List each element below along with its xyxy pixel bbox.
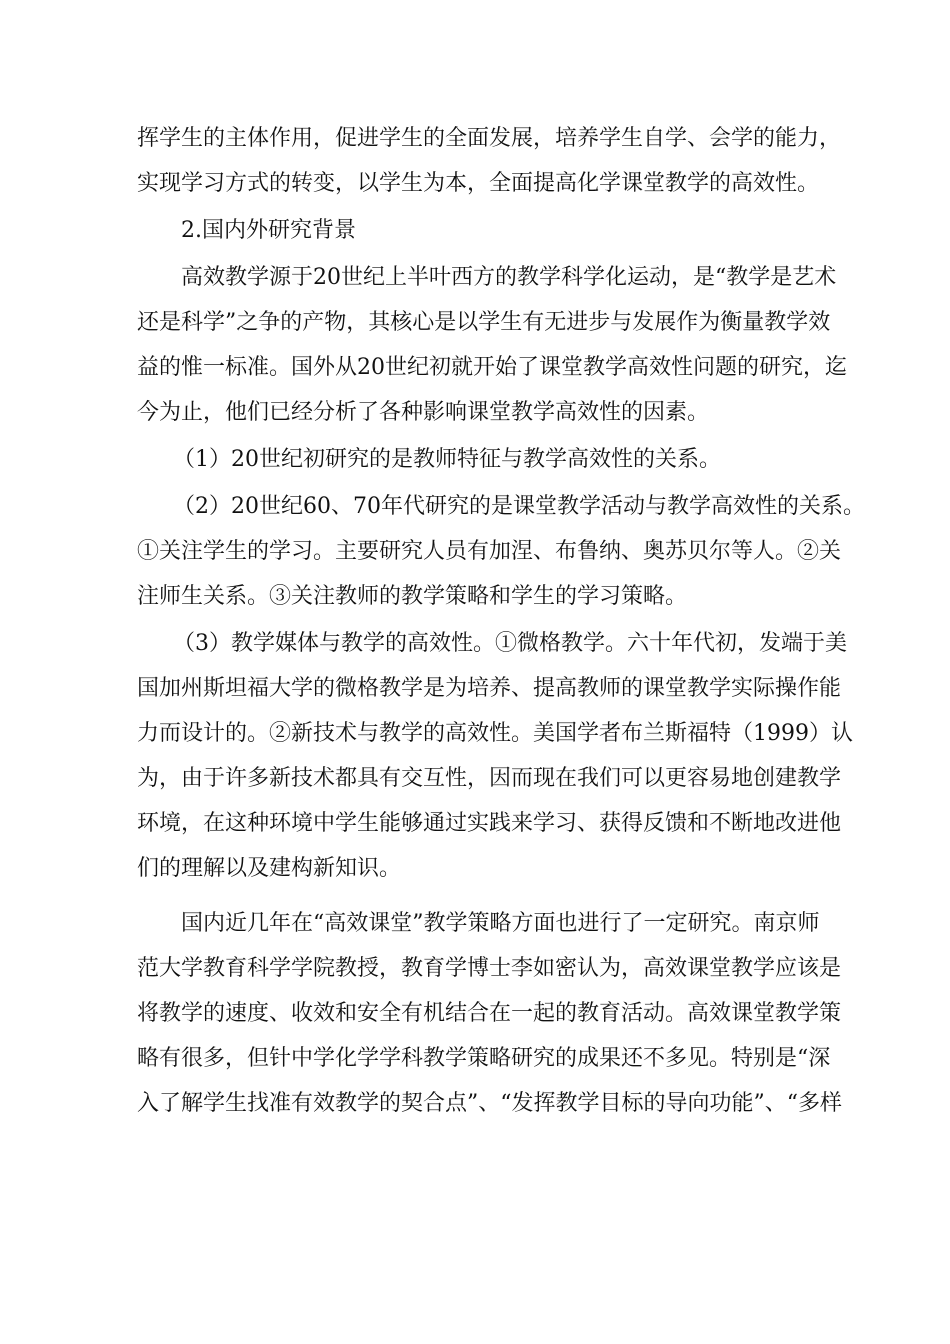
paragraph-line: 高效教学源于20世纪上半叶西方的教学科学化运动，是“教学是艺术	[181, 265, 837, 290]
paragraph-line: 实现学习方式的转变，以学生为本，全面提高化学课堂教学的高效性。	[137, 171, 820, 196]
paragraph-line: 国内近几年在“高效课堂”教学策略方面也进行了一定研究。南京师	[181, 911, 820, 936]
list-item-2: （2）20世纪60、70年代研究的是课堂教学活动与教学高效性的关系。	[173, 494, 865, 519]
document-body	[137, 116, 863, 1126]
paragraph-line: 还是科学”之争的产物，其核心是以学生有无进步与发展作为衡量教学效	[137, 310, 831, 335]
paragraph-line: 将教学的速度、收效和安全有机结合在一起的教育活动。高效课堂教学策	[137, 1001, 842, 1026]
paragraph-line: 挥学生的主体作用，促进学生的全面发展，培养学生自学、会学的能力，	[137, 126, 842, 151]
list-item-3: （3）教学媒体与教学的高效性。①微格教学。六十年代初，发端于美	[173, 631, 847, 656]
paragraph-line: 力而设计的。②新技术与教学的高效性。美国学者布兰斯福特（1999）认	[137, 721, 853, 746]
list-item-1: （1）20世纪初研究的是教师特征与教学高效性的关系。	[173, 447, 721, 472]
paragraph-line: 国加州斯坦福大学的微格教学是为培养、提高教师的课堂教学实际操作能	[137, 676, 842, 701]
paragraph-line: 们的理解以及建构新知识。	[137, 856, 402, 881]
paragraph-line: 注师生关系。③关注教师的教学策略和学生的学习策略。	[137, 584, 688, 609]
paragraph-line: ①关注学生的学习。主要研究人员有加涅、布鲁纳、奥苏贝尔等人。②关	[137, 539, 842, 564]
paragraph-line: 今为止，他们已经分析了各种影响课堂教学高效性的因素。	[137, 400, 710, 425]
section-heading: 2.国内外研究背景	[181, 218, 356, 243]
paragraph-line: 为，由于许多新技术都具有交互性，因而现在我们可以更容易地创建教学	[137, 766, 842, 791]
paragraph-line: 环境，在这种环境中学生能够通过实践来学习、获得反馈和不断地改进他	[137, 811, 842, 836]
paragraph-line: 益的惟一标准。国外从20世纪初就开始了课堂教学高效性问题的研究，迄	[137, 355, 847, 380]
paragraph-line: 范大学教育科学学院教授，教育学博士李如密认为，高效课堂教学应该是	[137, 956, 842, 981]
paragraph-line: 略有很多，但针中学化学学科教学策略研究的成果还不多见。特别是“深	[137, 1046, 831, 1071]
paragraph-line: 入了解学生找准有效教学的契合点”、“发挥教学目标的导向功能”、“多样	[137, 1091, 842, 1116]
